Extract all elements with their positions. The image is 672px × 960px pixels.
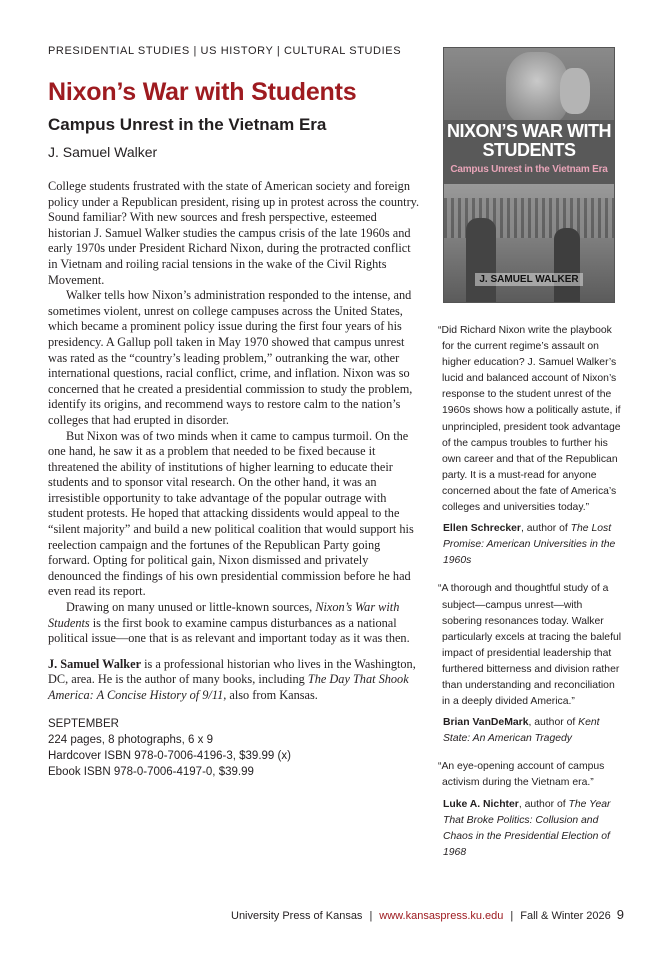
publication-info: [48, 716, 291, 780]
bio-book-title: The Day That Shook America: A Concise History of 9/11: [48, 672, 409, 702]
endorsement-attribution: [438, 715, 624, 747]
footer-separator: |: [369, 910, 373, 922]
endorser-role: , author of: [520, 523, 571, 535]
endorser-name: Luke A. Nichter: [443, 798, 519, 810]
description-paragraph-1: College students frustrated with the state of American society and foreign policy under a Republican president, rising up in protest across the country. Sound familiar? With new sources and fresh perspective, esteemed historian J. Samuel Walker studies the campus crisis of the late 1960s and early 1970s under President Richard Nixon, during the protracted conflict in Vietnam and roiling racial tensions in the wake of the Civil Rights Movement.: [48, 179, 420, 287]
endorsement-1: [438, 323, 624, 569]
page-number: 9: [616, 907, 624, 922]
footer-website-link[interactable]: www.kansaspress.ku.edu: [379, 910, 504, 922]
author-bio: [48, 657, 422, 704]
cover-author-label: J. SAMUEL WALKER: [475, 273, 582, 286]
endorsement-2: [438, 581, 624, 747]
endorsement-text: “An eye-opening account of campus activism during the Vietnam era.”: [438, 761, 605, 789]
endorsement-3: [438, 759, 624, 861]
category-breadcrumb: PRESIDENTIAL STUDIES | US HISTORY | CULTURAL STUDIES: [48, 45, 402, 57]
endorser-work: The Lost Promise: American Universities in the 1960s: [443, 523, 616, 567]
bio-text-post: , also from Kansas.: [223, 688, 318, 702]
cover-figure-left: [466, 218, 496, 303]
book-title: Nixon’s War with Students: [48, 78, 357, 106]
cover-author: [444, 274, 614, 285]
endorsement-attribution: [438, 797, 624, 861]
p4-book-title: Nixon’s War with Students: [48, 600, 400, 630]
pub-season: SEPTEMBER: [48, 718, 119, 730]
endorsement-text: “Did Richard Nixon write the playbook for the current regime’s assault on higher education? J. Samuel Walker’s lucid and balanced account of Nixon’s response to the student unrest of the 1960s shows how a politically astute, if unprincipled, president took advantage of the campus troubles to further his own career and that of the Republican party. It is a must-read for anyone concerned about the fate of America’s colleges and universities today.”: [438, 325, 621, 514]
cover-title: NIXON’S WAR WITH STUDENTS: [447, 121, 611, 160]
cover-portrait-face: [506, 52, 568, 124]
endorsement-text: “A thorough and thoughtful study of a subject—campus unrest—with sobering resonances today. Walker particularly excels at tracing the baleful impact of presidential leadership that furthered bitterness and division rather than understanding and reconciliation in a deeply divided America.”: [438, 583, 622, 708]
book-description: [48, 179, 422, 704]
page-footer: [231, 907, 624, 922]
endorsements: [438, 323, 624, 870]
pub-ebook: Ebook ISBN 978-0-7006-4197-0, $39.99: [48, 766, 254, 778]
endorser-role: , author of: [528, 717, 579, 729]
footer-publisher: University Press of Kansas: [231, 910, 363, 922]
bio-text-pre: is a professional historian who lives in the Washington, DC, area. He is the author of many books, including: [48, 656, 416, 687]
p4-text-pre: Drawing on many unused or little-known sources,: [66, 600, 316, 615]
cover-portrait-hand: [560, 68, 590, 114]
pub-hardcover: Hardcover ISBN 978-0-7006-4196-3, $39.99 (x): [48, 750, 291, 762]
book-author: J. Samuel Walker: [48, 144, 158, 160]
endorser-work: The Year That Broke Politics: Collusion and Chaos in the Presidential Election of 1968: [443, 798, 611, 858]
endorser-name: Brian VanDeMark: [443, 717, 529, 729]
book-cover-image: [443, 47, 615, 303]
endorser-role: , author of: [518, 798, 569, 810]
endorsement-attribution: [438, 521, 624, 569]
pub-specs: 224 pages, 8 photographs, 6 x 9: [48, 734, 213, 746]
book-subtitle: Campus Unrest in the Vietnam Era: [48, 115, 327, 134]
bio-author-name: J. Samuel Walker: [48, 656, 142, 671]
description-paragraph-4: [48, 600, 422, 647]
endorser-name: Ellen Schrecker: [443, 523, 521, 535]
cover-figure-right: [554, 228, 580, 303]
cover-subtitle: Campus Unrest in the Vietnam Era: [450, 164, 608, 175]
endorser-work: Kent State: An American Tragedy: [443, 717, 600, 745]
p4-text-post: is the first book to examine campus disturbances as a national political issue—one that is as relevant and important today as it was then.: [48, 615, 410, 646]
footer-separator: |: [510, 910, 514, 922]
description-paragraph-2: Walker tells how Nixon’s administration responded to the intense, and sometimes violent, unrest on college campuses across the United States, which became a prominent policy issue during the first four years of his presidency. A Gallup poll taken in May 1970 showed that campus unrest was rated as the “country’s leading problem,” outranking the war, other international questions, racial conflict, crime, and inflation. Nixon was so concerned that he created a presidential commission to study the problem, identify its origins, and recommend ways to restore calm to the nation’s colleges that had erupted in disorder.: [48, 288, 413, 427]
description-paragraph-3: But Nixon was of two minds when it came to campus turmoil. On the one hand, he saw it as a problem that needed to be fixed because it threatened the ability of institutions of higher learning to educate their students and to sponsor vital research. On the other hand, it was an irresistible opportunity to take advantage of the popular outrage with student protests. He hoped that attacking dissidents would appeal to the “silent majority” and build a new political coalition that would support his reelection campaign and the fortunes of the Republican Party going forward. Opting for political gain, Nixon dismissed and privately denounced the findings of his own presidential commission before he had even read its report.: [48, 428, 414, 599]
footer-season: Fall & Winter 2026: [520, 910, 611, 922]
